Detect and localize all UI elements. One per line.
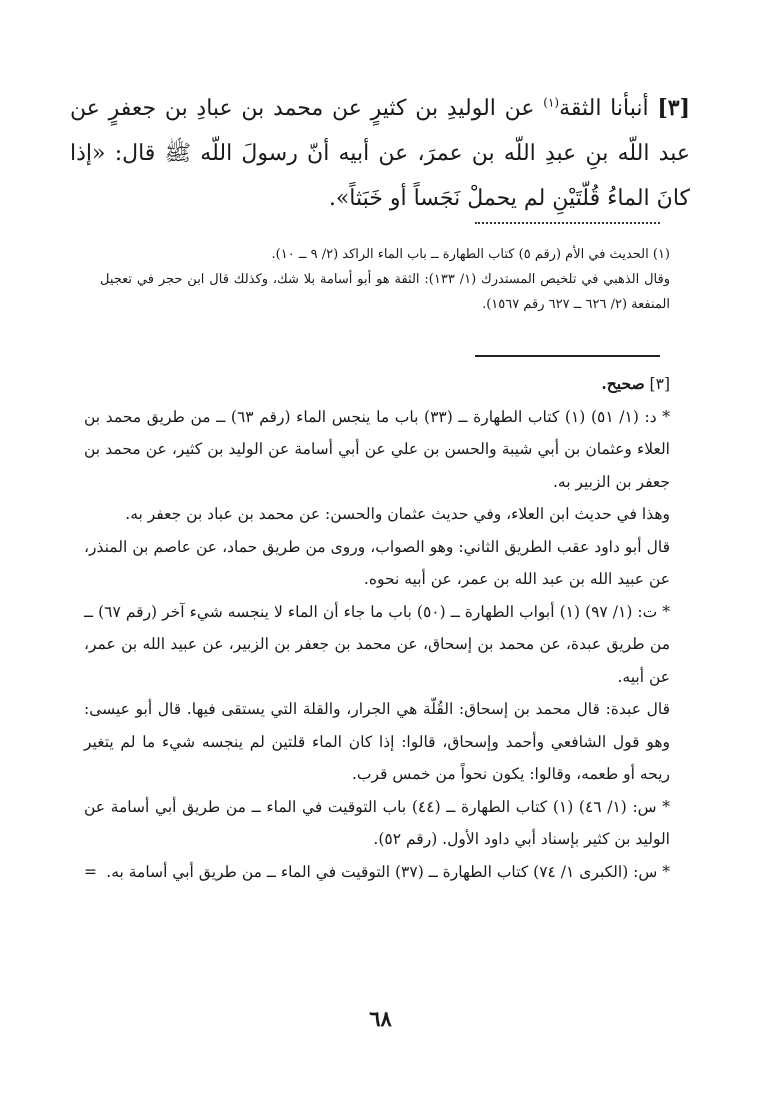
footnote-2: وقال الذهبي في تلخيص المستدرك (١/ ١٣٣): الثقة هو أبو أسامة بلا شك، وكذلك قال ابن حجر في تعجيل المنفعة (٢/ ٦٢٦ ــ ٦٢٧ رقم ١٥٦٧).	[100, 272, 671, 312]
footnotes	[100, 242, 670, 317]
footnote-separator	[475, 222, 660, 224]
takhrij-paragraph: وهذا في حديث ابن العلاء، وفي حديث عثمان والحسن: عن محمد بن عباد بن جعفر به.	[125, 505, 670, 523]
hadith-number: [٣]	[657, 95, 690, 121]
hadith-text	[70, 86, 690, 221]
hadith-text-after-note: عن الوليدِ بن كثيرٍ عن محمد بن عبادِ بن جعفرٍ عن عبد اللّه بنِ عبدِ اللّه بن عمرَ، عن أبيه أنّ رسولَ اللّه ﷺ قال: «إذا كانَ الماءُ قُلّتَيْنِ لم يحملْ نَجَساً أو خَبَثاً».	[70, 96, 690, 211]
takhrij-section	[84, 368, 670, 889]
footnote-marker: (١)	[543, 95, 560, 110]
takhrij-grade: صحيح.	[601, 374, 645, 393]
takhrij-paragraph: * د: (١/ ٥١) (١) كتاب الطهارة ــ (٣٣) باب ما ينجس الماء (رقم ٦٣) ــ من طريق محمد بن العلاء وعثمان بن أبي شيبة والحسن بن علي عن أبي أسامة عن الوليد بن كثير، عن محمد بن جعفر بن الزبير به.	[84, 407, 671, 491]
takhrij-paragraph: قال أبو داود عقب الطريق الثاني: وهو الصواب، وروى من طريق حماد، عن عاصم بن المنذر، عن عبيد الله بن عبد الله بن عمر، عن أبيه نحوه.	[84, 537, 670, 588]
continuation-mark: =	[84, 863, 97, 881]
takhrij-paragraph: قال عبدة: قال محمد بن إسحاق: القُلّة هي الجرار، والقلة التي يستقى فيها. قال أبو عيسى: وهو قول الشافعي وأحمد وإسحاق، قالوا: إذا كان الماء قلتين لم ينجسه شيء ما لم يتغير ريحه أو طعمه، وقالوا: يكون نحواً من خمس قرب.	[84, 700, 670, 783]
hadith-text-before-note: أنبأنا الثقة	[559, 96, 649, 121]
takhrij-paragraph: * ت: (١/ ٩٧) (١) أبواب الطهارة ــ (٥٠) باب ما جاء أن الماء لا ينجسه شيء آخر (رقم ٦٧) ــ من طريق عبدة، عن محمد بن إسحاق، عن محمد بن جعفر بن الزبير، عن عبيد الله بن عمر، عن أبيه.	[84, 602, 670, 686]
footnote-1: (١) الحديث في الأم (رقم ٥) كتاب الطهارة ــ باب الماء الراكد (٢/ ٩ ــ ١٠).	[271, 247, 670, 262]
takhrij-number: [٣]	[649, 375, 670, 393]
takhrij-paragraph: * س: (١/ ٤٦) (١) كتاب الطهارة ــ (٤٤) باب التوقيت في الماء ــ من طريق أبي أسامة عن الوليد بن كثير بإسناد أبي داود الأول. (رقم ٥٢).	[84, 797, 670, 848]
takhrij-grade-line	[84, 368, 670, 401]
page-number: ٦٨	[369, 1006, 392, 1031]
takhrij-separator	[475, 355, 660, 357]
takhrij-paragraph: * س: (الكبرى ١/ ٧٤) كتاب الطهارة ــ (٣٧) التوقيت في الماء ــ من طريق أبي أسامة به.	[106, 862, 670, 881]
